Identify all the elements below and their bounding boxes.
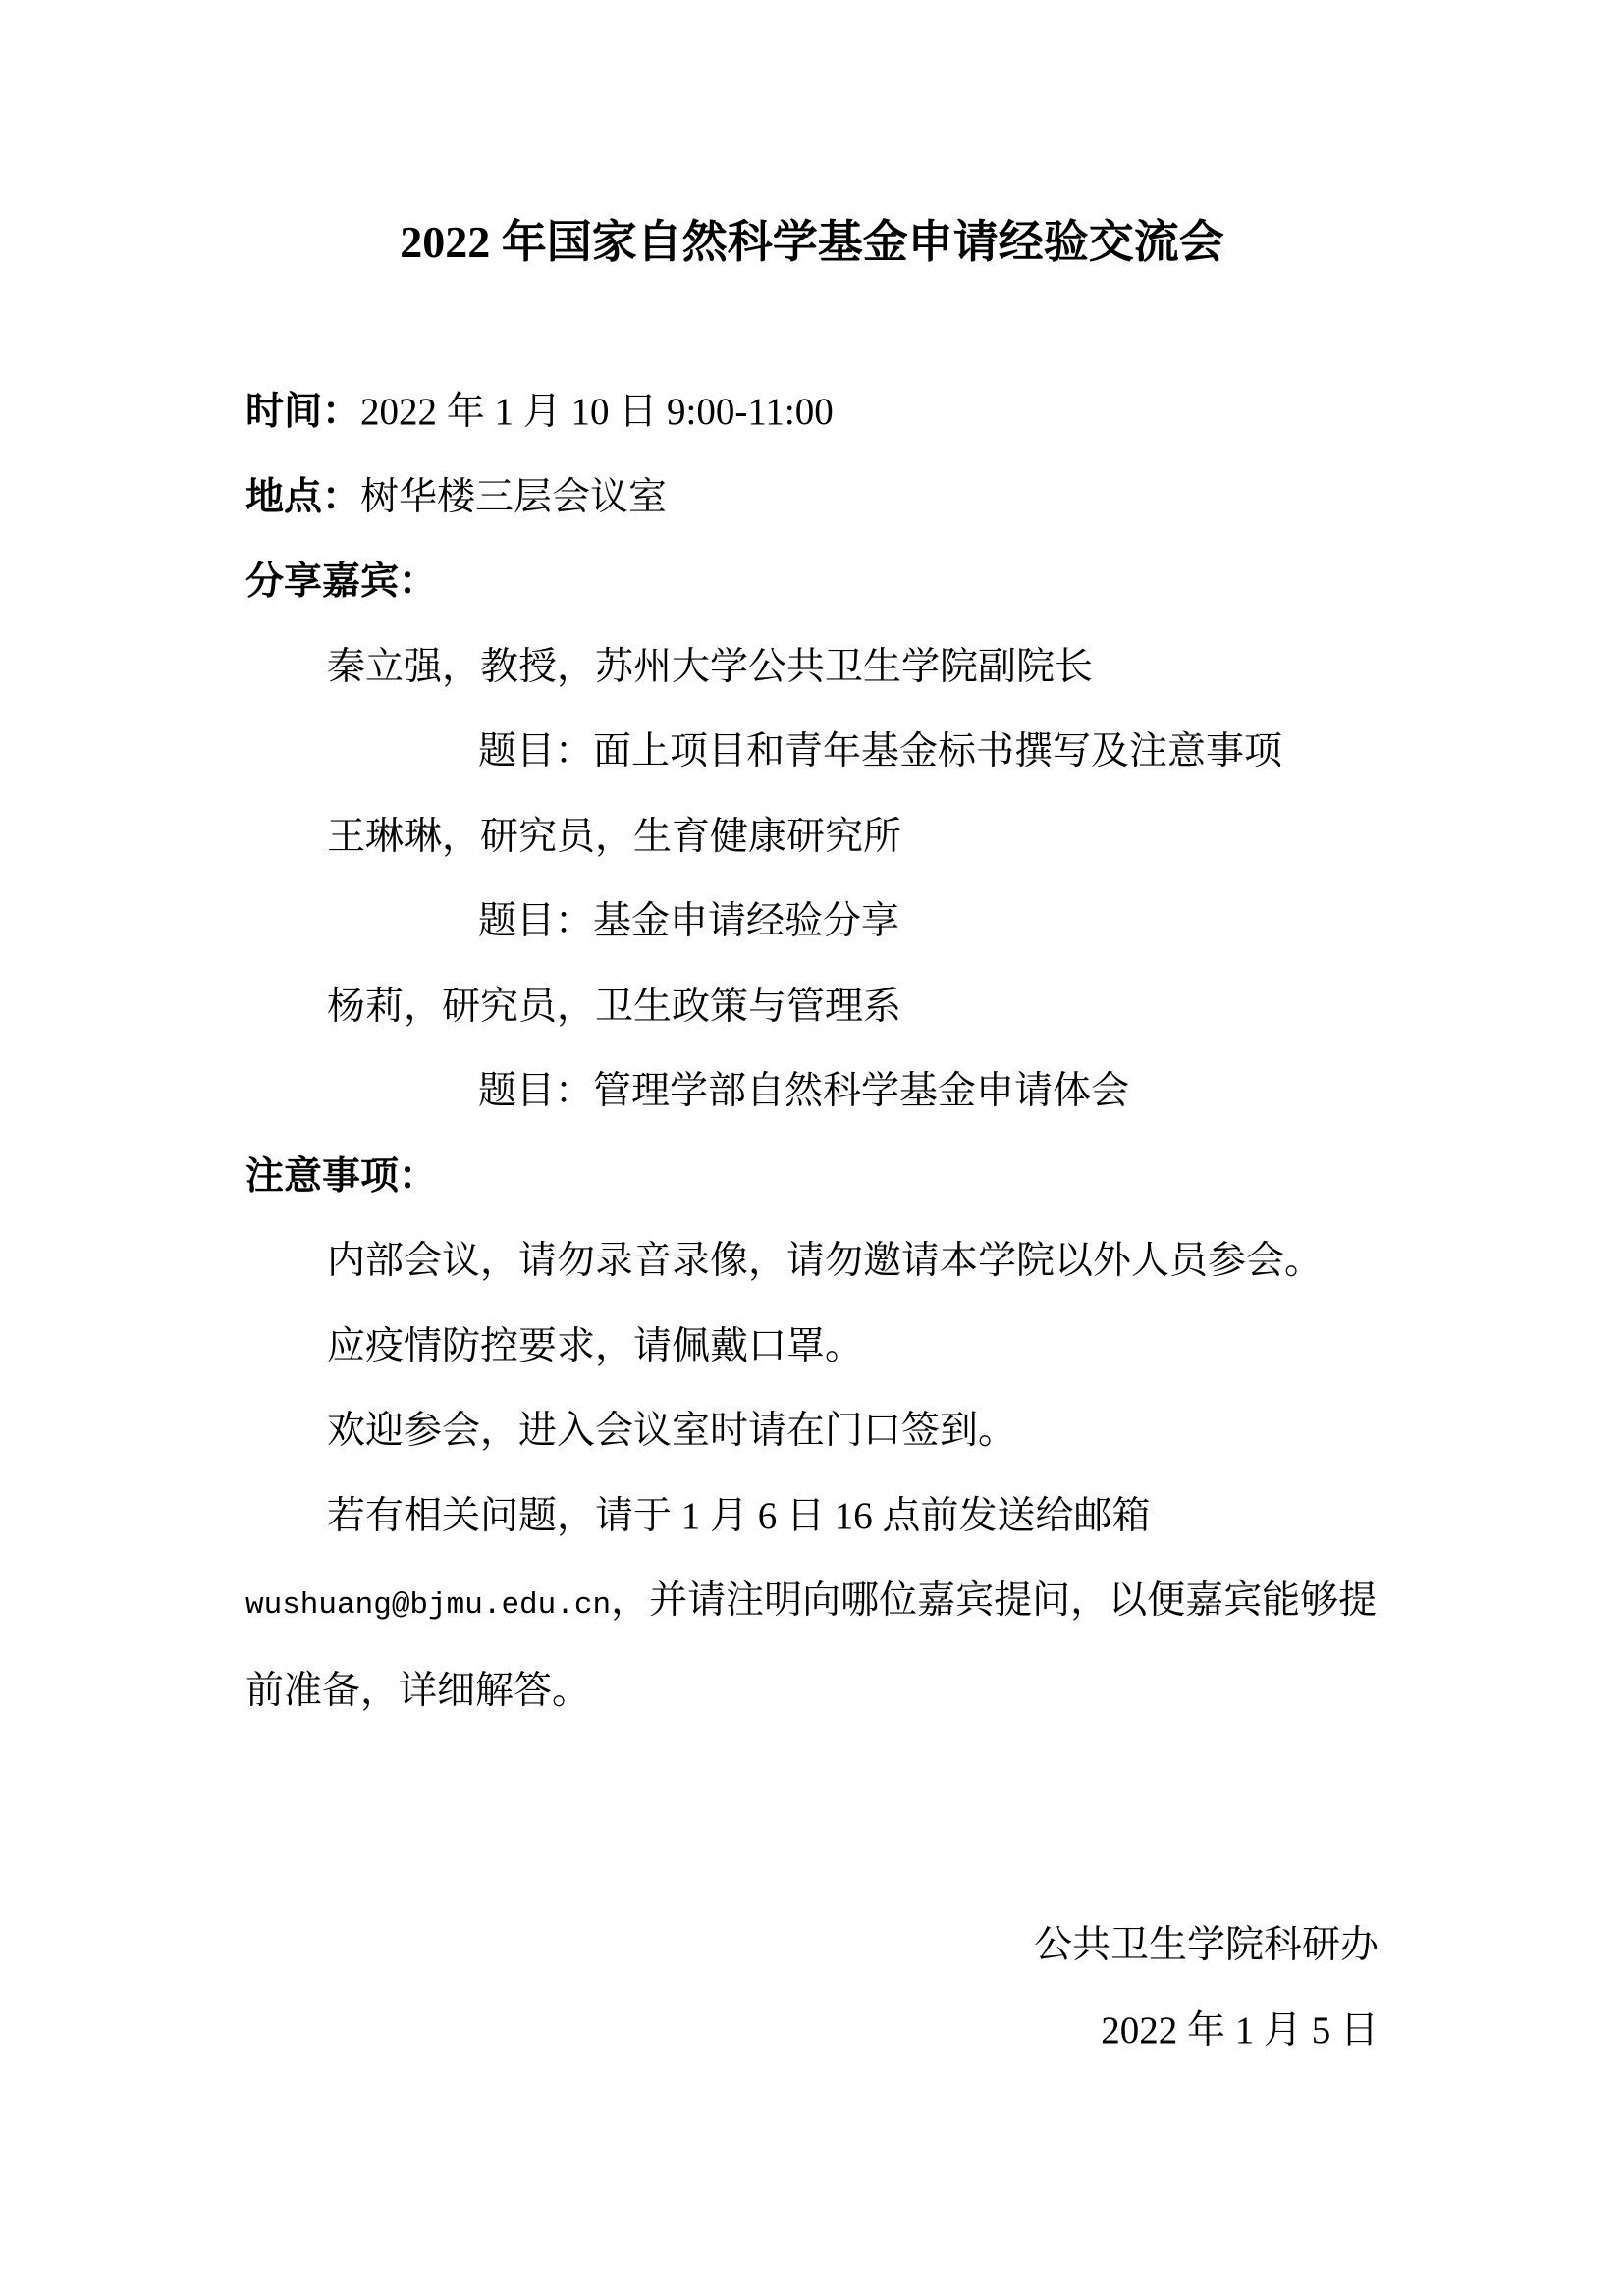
- speaker-line: 王琳琳，研究员，生育健康研究所: [327, 815, 902, 858]
- email-address: wushuang@bjmu.edu.cn: [245, 1588, 612, 1623]
- guests-heading: [245, 540, 1379, 625]
- signature-block: [245, 1903, 1379, 2073]
- note-line: 欢迎参会，进入会议室时请在门口签到。: [327, 1410, 1017, 1452]
- time-line: [245, 370, 1379, 455]
- location-line: [245, 455, 1379, 541]
- location-value: 树华楼三层会议室: [360, 475, 668, 518]
- closing-line: 前准备，详细解答。: [245, 1669, 591, 1712]
- topic-line: 题目：管理学部自然科学基金申请体会: [478, 1070, 1130, 1112]
- topic-line: 题目：面上项目和青年基金标书撰写及注意事项: [478, 730, 1283, 773]
- topic-line: 题目：基金申请经验分享: [478, 900, 900, 942]
- signature: 公共卫生学院科研办: [1033, 1924, 1379, 1966]
- time-value: 2022 年 1 月 10 日 9:00-11:00: [360, 391, 834, 433]
- time-label: 时间：: [245, 391, 361, 433]
- speaker-line: 秦立强，教授，苏州大学公共卫生学院副院长: [327, 645, 1094, 688]
- page-title: 2022 年国家自然科学基金申请经验交流会: [400, 217, 1224, 267]
- notes-heading: [245, 1135, 1379, 1220]
- email-line-rest: ，并请注明向哪位嘉宾提问，以便嘉宾能够提: [611, 1579, 1378, 1622]
- note-line: 应疫情防控要求，请佩戴口罩。: [327, 1324, 864, 1367]
- note-line: 内部会议，请勿录音录像，请勿邀请本学院以外人员参会。: [327, 1240, 1324, 1282]
- signature-date: 2022 年 1 月 5 日: [1101, 2008, 1379, 2052]
- document-content: [245, 0, 1379, 2073]
- guests-heading-label: 分享嘉宾：: [245, 561, 438, 603]
- email-line: [245, 1559, 1379, 1649]
- location-label: 地点：: [245, 475, 361, 518]
- notes-heading-label: 注意事项：: [245, 1154, 438, 1198]
- note-line: 若有相关问题，请于 1 月 6 日 16 点前发送给邮箱: [327, 1494, 1151, 1537]
- speaker-line: 杨莉，研究员，卫生政策与管理系: [327, 985, 902, 1028]
